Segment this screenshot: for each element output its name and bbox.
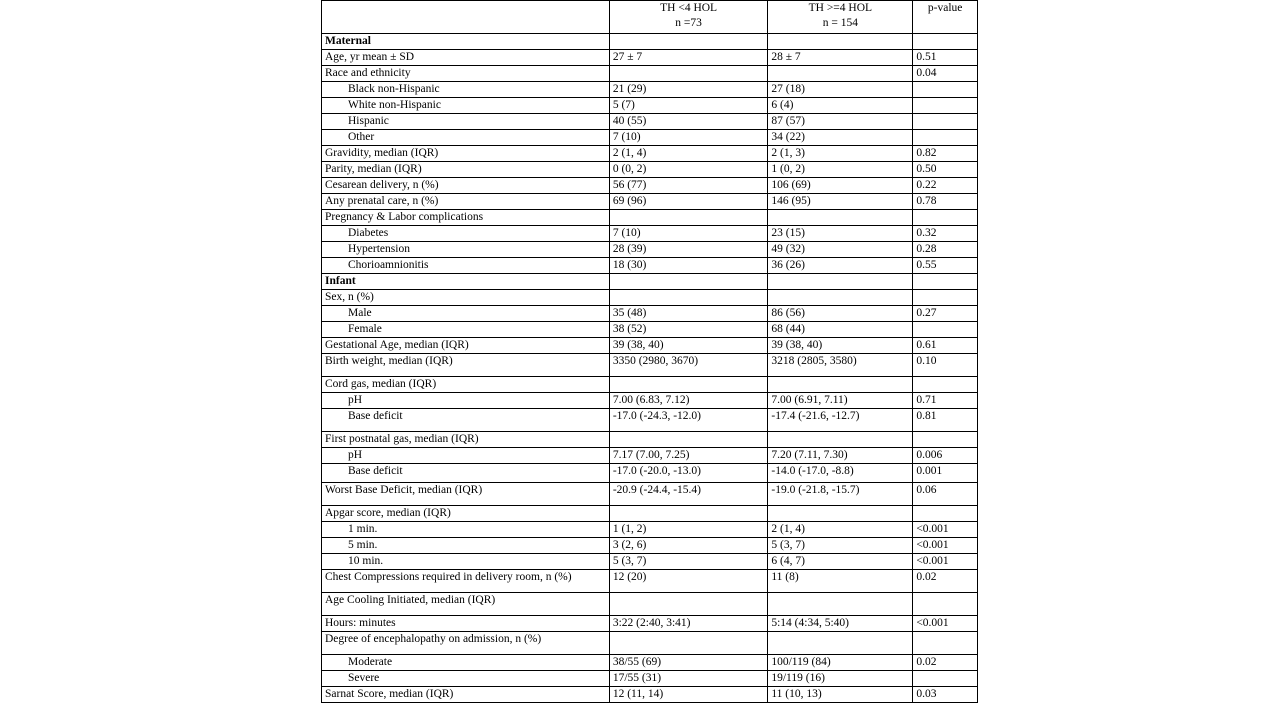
- group2-value: 11 (8): [768, 570, 913, 593]
- group2-value: -14.0 (-17.0, -8.8): [768, 464, 913, 483]
- group2-value: 6 (4): [768, 98, 913, 114]
- row-label: 1 min.: [322, 522, 610, 538]
- p-value: 0.001: [913, 464, 978, 483]
- row-label: Base deficit: [322, 464, 610, 483]
- group1-value: 3350 (2980, 3670): [609, 354, 768, 377]
- group1-value: [609, 506, 768, 522]
- row-label: White non-Hispanic: [322, 98, 610, 114]
- table-row: [322, 274, 978, 290]
- p-value: [913, 671, 978, 687]
- group1-value: 7 (10): [609, 130, 768, 146]
- header-group2-cell: [768, 1, 913, 34]
- p-value: 0.32: [913, 226, 978, 242]
- group2-value: 2 (1, 4): [768, 522, 913, 538]
- table-row: [322, 34, 978, 50]
- group2-value: [768, 274, 913, 290]
- group2-value: [768, 377, 913, 393]
- row-label: First postnatal gas, median (IQR): [322, 432, 610, 448]
- group1-value: 38 (52): [609, 322, 768, 338]
- table-row: [322, 306, 978, 322]
- group1-value: 69 (96): [609, 194, 768, 210]
- group1-value: 39 (38, 40): [609, 338, 768, 354]
- header-group2-label: TH >=4 HOL: [808, 2, 873, 14]
- group2-value: 6 (4, 7): [768, 554, 913, 570]
- group2-value: 2 (1, 3): [768, 146, 913, 162]
- group1-value: 5 (7): [609, 98, 768, 114]
- group1-value: 12 (11, 14): [609, 687, 768, 703]
- table-row: [322, 258, 978, 274]
- header-group1-n: n =73: [675, 17, 702, 29]
- p-value: 0.10: [913, 354, 978, 377]
- row-label: Cord gas, median (IQR): [322, 377, 610, 393]
- group1-value: 17/55 (31): [609, 671, 768, 687]
- group2-value: [768, 210, 913, 226]
- table-row: [322, 242, 978, 258]
- group2-value: 3218 (2805, 3580): [768, 354, 913, 377]
- group1-value: 18 (30): [609, 258, 768, 274]
- group1-value: 1 (1, 2): [609, 522, 768, 538]
- table-row: [322, 409, 978, 432]
- row-label: pH: [322, 393, 610, 409]
- p-value: [913, 322, 978, 338]
- group1-value: 2 (1, 4): [609, 146, 768, 162]
- group1-value: 0 (0, 2): [609, 162, 768, 178]
- group2-value: 11 (10, 13): [768, 687, 913, 703]
- group2-value: 87 (57): [768, 114, 913, 130]
- p-value: [913, 82, 978, 98]
- group2-value: 146 (95): [768, 194, 913, 210]
- row-label: Chorioamnionitis: [322, 258, 610, 274]
- group1-value: [609, 210, 768, 226]
- group1-value: 35 (48): [609, 306, 768, 322]
- p-value: 0.81: [913, 409, 978, 432]
- row-label: 10 min.: [322, 554, 610, 570]
- p-value: [913, 432, 978, 448]
- group2-value: 7.00 (6.91, 7.11): [768, 393, 913, 409]
- group2-value: 86 (56): [768, 306, 913, 322]
- p-value: [913, 34, 978, 50]
- row-label: Hypertension: [322, 242, 610, 258]
- group1-value: 38/55 (69): [609, 655, 768, 671]
- group1-value: 5 (3, 7): [609, 554, 768, 570]
- p-value: 0.02: [913, 655, 978, 671]
- table-row: [322, 522, 978, 538]
- p-value: [913, 290, 978, 306]
- group2-value: 1 (0, 2): [768, 162, 913, 178]
- row-label: Gravidity, median (IQR): [322, 146, 610, 162]
- table-row: [322, 82, 978, 98]
- p-value: [913, 274, 978, 290]
- comparison-table: [321, 0, 978, 703]
- header-blank-cell: [322, 1, 610, 34]
- group1-value: 28 (39): [609, 242, 768, 258]
- group1-value: [609, 377, 768, 393]
- row-label: Sarnat Score, median (IQR): [322, 687, 610, 703]
- p-value: [913, 593, 978, 616]
- row-label: Gestational Age, median (IQR): [322, 338, 610, 354]
- group2-value: 49 (32): [768, 242, 913, 258]
- p-value: [913, 130, 978, 146]
- row-label: Female: [322, 322, 610, 338]
- p-value: 0.03: [913, 687, 978, 703]
- group1-value: [609, 290, 768, 306]
- group1-value: 3:22 (2:40, 3:41): [609, 616, 768, 632]
- row-label: Chest Compressions required in delivery room, n (%): [322, 570, 610, 593]
- row-label: Other: [322, 130, 610, 146]
- row-label: Base deficit: [322, 409, 610, 432]
- table-row: [322, 671, 978, 687]
- table-row: [322, 338, 978, 354]
- p-value: 0.51: [913, 50, 978, 66]
- row-label: Severe: [322, 671, 610, 687]
- group2-value: 106 (69): [768, 178, 913, 194]
- p-value: 0.04: [913, 66, 978, 82]
- table-row: [322, 554, 978, 570]
- row-label: Birth weight, median (IQR): [322, 354, 610, 377]
- p-value: 0.50: [913, 162, 978, 178]
- group1-value: -17.0 (-20.0, -13.0): [609, 464, 768, 483]
- group1-value: 21 (29): [609, 82, 768, 98]
- group1-value: [609, 34, 768, 50]
- group2-value: 68 (44): [768, 322, 913, 338]
- table-body: [322, 1, 978, 703]
- table-row: [322, 655, 978, 671]
- table-row: [322, 130, 978, 146]
- header-group1-cell: [609, 1, 768, 34]
- table-row: [322, 464, 978, 483]
- group2-value: 27 (18): [768, 82, 913, 98]
- row-label: Apgar score, median (IQR): [322, 506, 610, 522]
- group1-value: 40 (55): [609, 114, 768, 130]
- group1-value: 27 ± 7: [609, 50, 768, 66]
- p-value: 0.02: [913, 570, 978, 593]
- table-row: [322, 377, 978, 393]
- group2-value: [768, 66, 913, 82]
- row-label: Hispanic: [322, 114, 610, 130]
- table-row: [322, 146, 978, 162]
- p-value: [913, 377, 978, 393]
- table-row: [322, 538, 978, 554]
- p-value: [913, 114, 978, 130]
- group1-value: -20.9 (-24.4, -15.4): [609, 483, 768, 506]
- p-value: [913, 210, 978, 226]
- group2-value: [768, 34, 913, 50]
- group1-value: [609, 274, 768, 290]
- group2-value: 7.20 (7.11, 7.30): [768, 448, 913, 464]
- group2-value: [768, 593, 913, 616]
- table-row: [322, 98, 978, 114]
- row-label: Infant: [322, 274, 610, 290]
- table-row: [322, 632, 978, 655]
- group1-value: [609, 632, 768, 655]
- table-row: [322, 506, 978, 522]
- table-row: [322, 570, 978, 593]
- row-label: Any prenatal care, n (%): [322, 194, 610, 210]
- table-row: [322, 210, 978, 226]
- row-label: Moderate: [322, 655, 610, 671]
- group2-value: 5:14 (4:34, 5:40): [768, 616, 913, 632]
- group1-value: -17.0 (-24.3, -12.0): [609, 409, 768, 432]
- group2-value: 28 ± 7: [768, 50, 913, 66]
- row-label: Race and ethnicity: [322, 66, 610, 82]
- p-value: [913, 98, 978, 114]
- group2-value: 19/119 (16): [768, 671, 913, 687]
- p-value: <0.001: [913, 554, 978, 570]
- row-label: Maternal: [322, 34, 610, 50]
- row-label: pH: [322, 448, 610, 464]
- p-value: 0.61: [913, 338, 978, 354]
- header-pvalue-label: p-value: [927, 2, 963, 14]
- p-value: [913, 506, 978, 522]
- group2-value: [768, 632, 913, 655]
- p-value: 0.71: [913, 393, 978, 409]
- p-value: 0.22: [913, 178, 978, 194]
- p-value: 0.55: [913, 258, 978, 274]
- header-pvalue-cell: [913, 1, 978, 34]
- group2-value: 5 (3, 7): [768, 538, 913, 554]
- row-label: Pregnancy & Labor complications: [322, 210, 610, 226]
- row-label: Male: [322, 306, 610, 322]
- group2-value: 100/119 (84): [768, 655, 913, 671]
- row-label: Age Cooling Initiated, median (IQR): [322, 593, 610, 616]
- p-value: 0.78: [913, 194, 978, 210]
- row-label: Cesarean delivery, n (%): [322, 178, 610, 194]
- p-value: 0.06: [913, 483, 978, 506]
- group1-value: 7.00 (6.83, 7.12): [609, 393, 768, 409]
- group2-value: [768, 506, 913, 522]
- p-value: 0.27: [913, 306, 978, 322]
- row-label: Worst Base Deficit, median (IQR): [322, 483, 610, 506]
- table-row: [322, 66, 978, 82]
- row-label: Age, yr mean ± SD: [322, 50, 610, 66]
- table-row: [322, 448, 978, 464]
- table-row: [322, 50, 978, 66]
- row-label: Sex, n (%): [322, 290, 610, 306]
- row-label: 5 min.: [322, 538, 610, 554]
- group1-value: [609, 432, 768, 448]
- table-row: [322, 593, 978, 616]
- p-value: 0.28: [913, 242, 978, 258]
- group1-value: 12 (20): [609, 570, 768, 593]
- table-row: [322, 290, 978, 306]
- table-row: [322, 393, 978, 409]
- row-label: Diabetes: [322, 226, 610, 242]
- p-value: [913, 632, 978, 655]
- p-value: <0.001: [913, 538, 978, 554]
- table-row: [322, 178, 978, 194]
- group1-value: [609, 593, 768, 616]
- group2-value: [768, 290, 913, 306]
- group1-value: 3 (2, 6): [609, 538, 768, 554]
- group2-value: -19.0 (-21.8, -15.7): [768, 483, 913, 506]
- table-row: [322, 483, 978, 506]
- table-row: [322, 322, 978, 338]
- table-row: [322, 616, 978, 632]
- header-group2-n: n = 154: [822, 17, 858, 29]
- table-row: [322, 114, 978, 130]
- p-value: <0.001: [913, 522, 978, 538]
- header-row: [322, 1, 978, 34]
- group1-value: 7 (10): [609, 226, 768, 242]
- p-value: 0.006: [913, 448, 978, 464]
- table-row: [322, 194, 978, 210]
- table-row: [322, 354, 978, 377]
- row-label: Hours: minutes: [322, 616, 610, 632]
- header-group1-label: TH <4 HOL: [660, 2, 718, 14]
- group2-value: 23 (15): [768, 226, 913, 242]
- p-value: 0.82: [913, 146, 978, 162]
- table-row: [322, 162, 978, 178]
- group1-value: 7.17 (7.00, 7.25): [609, 448, 768, 464]
- p-value: <0.001: [913, 616, 978, 632]
- row-label: Black non-Hispanic: [322, 82, 610, 98]
- group1-value: 56 (77): [609, 178, 768, 194]
- row-label: Degree of encephalopathy on admission, n (%): [322, 632, 610, 655]
- table-row: [322, 687, 978, 703]
- group2-value: [768, 432, 913, 448]
- table-row: [322, 226, 978, 242]
- group2-value: 39 (38, 40): [768, 338, 913, 354]
- group1-value: [609, 66, 768, 82]
- group2-value: -17.4 (-21.6, -12.7): [768, 409, 913, 432]
- group2-value: 34 (22): [768, 130, 913, 146]
- table-row: [322, 432, 978, 448]
- row-label: Parity, median (IQR): [322, 162, 610, 178]
- group2-value: 36 (26): [768, 258, 913, 274]
